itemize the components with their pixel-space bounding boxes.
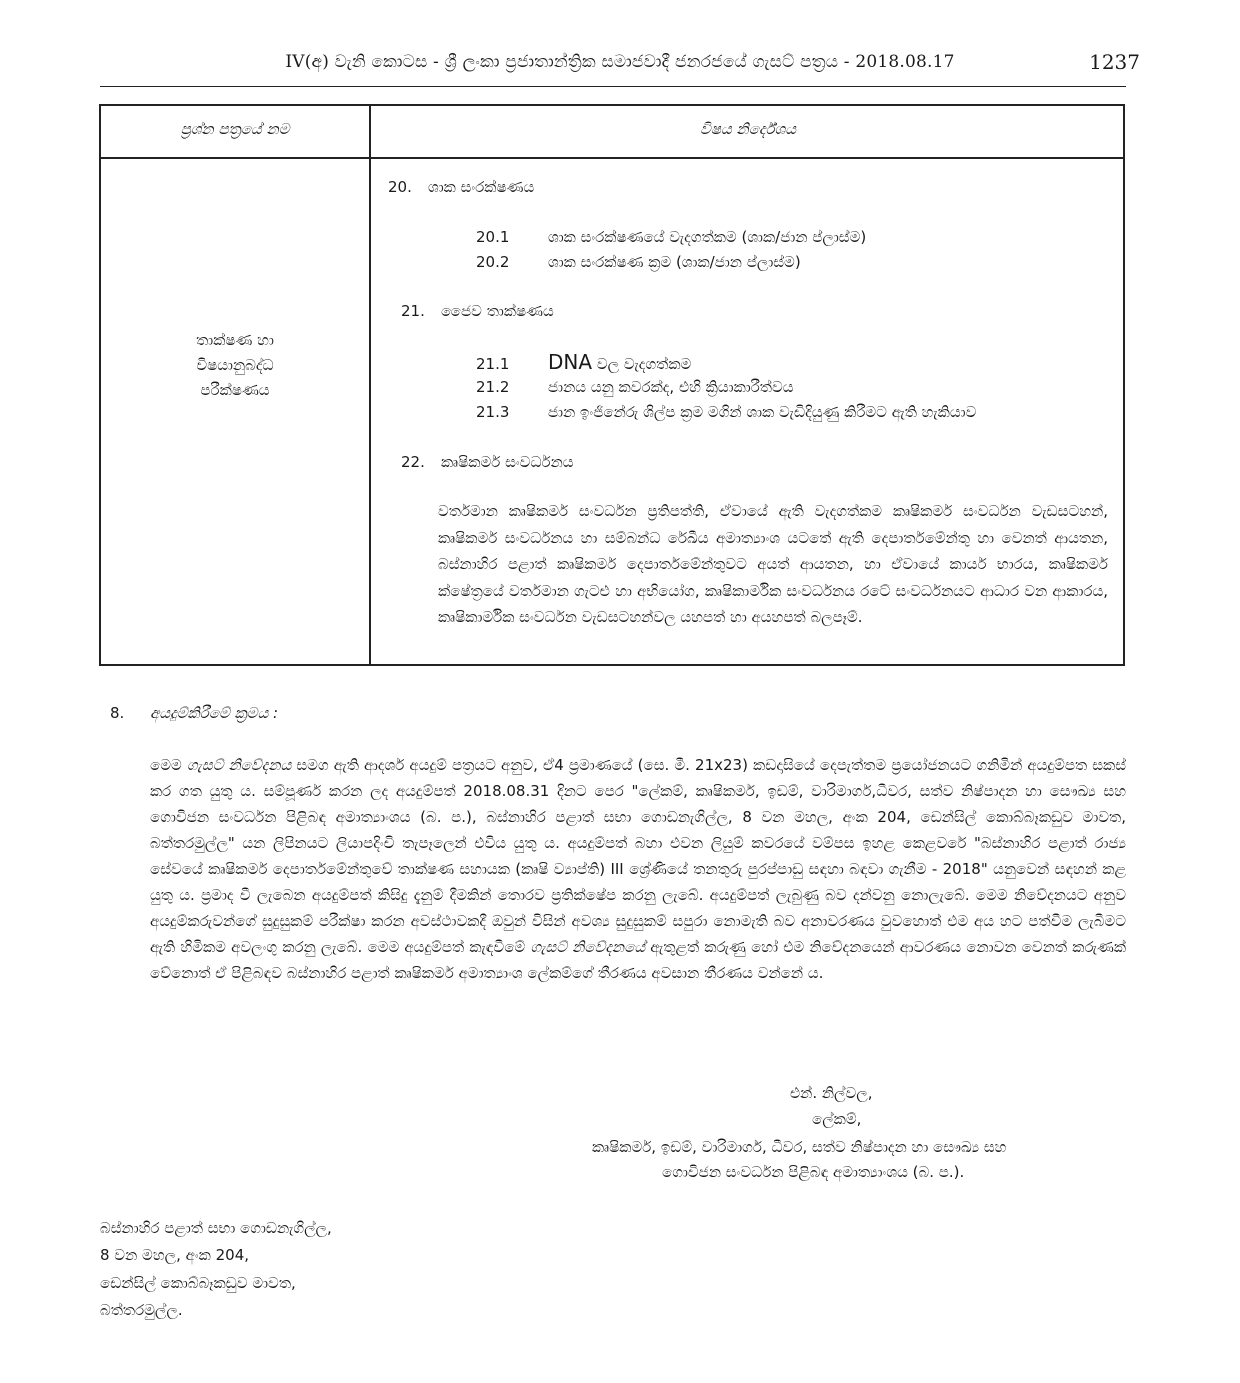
address-line: බත්තරමුල්ල. xyxy=(100,1301,183,1319)
topic-heading xyxy=(401,453,574,471)
signatory-ministry-line: ගොවිජන සංවර්ධන පිළිබඳ අමාත්‍යාංශය (බ. ප.). xyxy=(662,1163,965,1181)
subtopic-text: වල වැදගත්කම xyxy=(592,355,692,373)
subtopic-text: ශාක සංරක්ෂණයේ වැදගත්කම (ශාක/ජාන ප්ලාස්ම) xyxy=(548,228,867,246)
address-line: 8 වන මහල, අංක 204, xyxy=(100,1246,250,1264)
header-row-divider xyxy=(101,157,1123,159)
subtopic-number: 21.1 xyxy=(476,355,510,373)
body-text-italic: ගැසට් නිවේදනය xyxy=(186,756,292,774)
body-text: ඇතුළත් කරුණු හෝ එම නිවේදනයෙන් ආවරණය නොවන වෙනත් කරුණක් වේනොත් ඒ පිළිබඳව බස්නාහිර පළාත් කෘෂිකර්ම අමාත්‍යාංශ ලේකම්ගේ තීරණය අවසාන තීරණය වන්නේ ය. xyxy=(150,938,1127,982)
body-text: මෙම xyxy=(150,756,187,774)
topic-paragraph: වර්තමාන කෘෂිකර්ම සංවර්ධන ප්‍රතිපත්ති, ඒවායේ ඇති වැදගත්කම කෘෂිකර්ම සංවර්ධන වැඩසටහන්, කෘෂිකර්ම සංවර්ධනය හා සම්බන්ධ රේඛීය අමාත්‍යාංශ යටතේ ඇති දෙපාර්තමේන්තු හා වෙනත් ආයතන, බස්නාහිර පළාත් කෘෂිකර්ම දෙපාර්තමේන්තුවට අයත් ආයතන, හා ඒවායේ කාර්ය භාරය, කෘෂිකර්ම ක්ෂේත්‍රයේ වර්තමාන ගැටළු හා අභියෝග, කෘෂිකාර්මික සංවර්ධනය රටේ සංවර්ධනයට ආධාර වන ආකාරය, කෘෂිකාර්මික සංවර්ධන වැඩසටහන්වල යහපත් හා අයහපත් බලපෑම්. xyxy=(438,502,1108,626)
topic-number: 21. xyxy=(401,302,425,320)
subtopic-text: ශාක සංරක්ෂණ ක්‍රම (ශාක/ජාන ප්ලාස්ම) xyxy=(548,253,801,271)
paper-name-line: පරීක්ෂණය xyxy=(200,381,270,399)
address-line: බස්නාහිර පළාත් සභා ගොඩනැගිල්ල, xyxy=(100,1219,332,1237)
address-line: ඩෙන්සිල් කොබ්බෑකඩුව මාවත, xyxy=(100,1274,296,1292)
column-divider xyxy=(369,106,371,664)
column-header-syllabus: විෂය නිර්දේශය xyxy=(699,120,797,138)
signatory-title: ලේකම්, xyxy=(812,1110,862,1128)
subtopic xyxy=(476,350,691,374)
topic-heading xyxy=(401,302,554,320)
body-text: සමග ඇති ආදර්ශ අයදුම් පත්‍රයට අනුව, ඒ4 ප්‍රමාණයේ (සෙ. මී. 21x23) කඩදාසියේ දෙපැත්තම ප්‍රයෝජනයට ගනිමින් අයදුම්පත සකස් කර ගත යුතු ය. සම්පූර්ණ කරන ලද අයදුම්පත් 2018.08.31 දිනට පෙර "ලේකම්, කෘෂිකර්ම, ඉඩම්, වාරිමාර්ග,ධීවර, සත්ව නිෂ්පාදන හා සෞඛ්‍ය සහ ගොවිජන සංවර්ධන පිළිබඳ අමාත්‍යාංශය (බ. ප.), බස්නාහිර පළාත් සභා ගොඩනැගිල්ල, 8 වන මහල, අංක 204, ඩෙන්සිල් කොබ්බෑකඩුව මාවත, බත්තරමුල්ල" යන ලිපිනයට ලියාපදිංචි තැපෑලෙන් එවිය යුතු ය. අයදුම්පත් බහා එවන ලියුම් කවරයේ වම්පස ඉහළ කෙළවරේ "බස්නාහිර පළාත් රාජ්‍ය සේවයේ කෘෂිකර්ම දෙපාර්තමේන්තුවේ තාක්ෂණ සහායක (කෘෂි ව්‍යාප්ති) III ශ්‍රේණියේ තනතුරු පුරප්පාඩු සඳහා බඳවා ගැනීම - 2018" යනුවෙන් සඳහන් කළ යුතු ය. ප්‍රමාද වී ලැබෙන අයදුම්පත් කිසිදු දැනුම් දීමකින් තොරව ප්‍රතික්ෂේප කරනු ලැබේ. අයදුම්පත් ලැබුණු බව දන්වනු නොලැබේ. මෙම නිවේදනයට අනුව අයදුම්කරුවන්ගේ සුදුසුකම් පරීක්ෂා කරන අවස්ථාවකදී ඔවුන් විසින් අවශ්‍ය සුදුසුකම් සපුරා නොමැති බව අනාවරණය වුවහොත් එම අය හට පත්වීම ලැබීමට ඇති හිමිකම අවලංගු කරනු ලැබේ. මෙම අයදුම්පත් කැඳවීමේ xyxy=(150,756,1127,956)
signatory-name: එන්. නිල්වල, xyxy=(790,1084,873,1102)
header-rule xyxy=(100,86,1126,87)
body-text-italic: ගැසට් නිවේදනයේ xyxy=(530,938,646,956)
subtopic-text: ජාන ඉංජිනේරු ශිල්ප ක්‍රම මගින් ශාක වැඩිදියුණු කිරීමට ඇති හැකියාව xyxy=(548,403,977,421)
subtopic-number: 20.2 xyxy=(476,253,510,271)
page-header-title: IV(අ) වැනි කොටස - ශ්‍රී ලංකා ප්‍රජාතාන්ත්‍රික සමාජවාදී ජනරජයේ ගැසට් පත්‍රය - 2018.08.17 xyxy=(285,52,955,72)
topic-number: 22. xyxy=(401,453,425,471)
subtopic-number: 21.2 xyxy=(476,378,510,396)
column-header-paper-name: ප්‍රශ්න පත්‍රයේ නම xyxy=(180,120,290,138)
signatory-ministry-line: කෘෂිකර්ම, ඉඩම්, වාරිමාර්ග, ධීවර, සත්ව නිෂ්පාදන හා සෞඛ්‍ය සහ xyxy=(592,1138,1007,1156)
topic-title: ජෛව තාක්ෂණය xyxy=(441,302,554,320)
subtopic-lead: DNA xyxy=(548,350,593,374)
syllabus-table xyxy=(99,104,1125,666)
section-body xyxy=(150,752,1126,986)
section-title: අයදුම්කිරීමේ ක්‍රමය : xyxy=(150,704,279,722)
paper-name-line: විෂයානුබද්ධ xyxy=(196,356,274,374)
topic-number: 20. xyxy=(388,178,412,196)
subtopic-number: 20.1 xyxy=(476,228,510,246)
subtopic-text: ජානය යනු කවරක්ද, එහි ක්‍රියාකාරීත්වය xyxy=(548,378,794,396)
topic-title: ශාක සංරක්ෂණය xyxy=(428,178,535,196)
subtopic xyxy=(476,403,976,421)
page-number: 1237 xyxy=(1089,50,1140,74)
section-number: 8. xyxy=(110,704,125,722)
subtopic xyxy=(476,378,794,396)
topic-heading xyxy=(388,178,534,196)
paper-name-cell xyxy=(101,328,369,403)
paper-name-line: තාක්ෂණ හා xyxy=(196,331,274,349)
subtopic xyxy=(476,253,801,271)
topic-title: කෘෂිකර්ම සංවර්ධනය xyxy=(441,453,574,471)
subtopic xyxy=(476,228,866,246)
subtopic-number: 21.3 xyxy=(476,403,510,421)
